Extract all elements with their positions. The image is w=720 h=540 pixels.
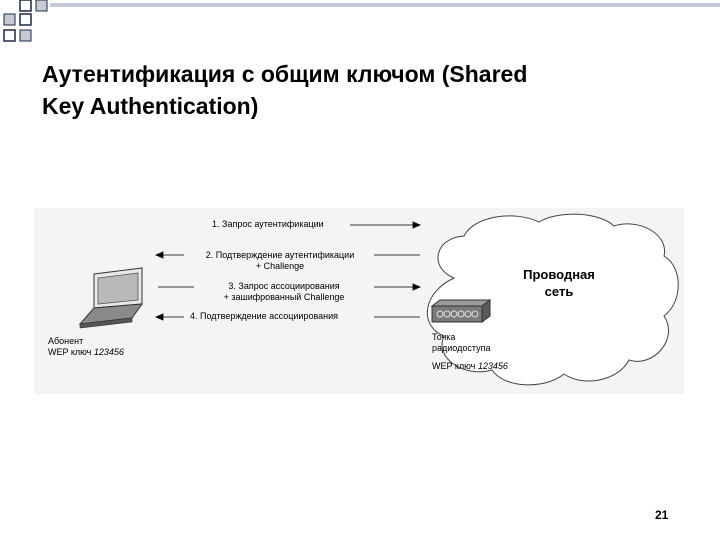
client-key-prefix: WEP ключ [48, 347, 94, 357]
network-label-line2: сеть [544, 284, 574, 299]
access-point-name-line1: Точка [432, 332, 456, 342]
message-1-label [212, 219, 324, 230]
client-name: Абонент [48, 336, 84, 346]
message-1-line1: 1. Запрос аутентификации [212, 219, 324, 229]
message-3-line2: + зашифрованный Challenge [223, 292, 345, 302]
client-label [48, 336, 124, 358]
access-point-key-value: 123456 [477, 361, 508, 371]
client-key [48, 347, 124, 358]
client-key-value: 123456 [93, 347, 124, 357]
access-point-name-line2: радиодоступа [432, 343, 491, 353]
top-rule [0, 0, 720, 30]
shared-key-diagram [34, 208, 684, 394]
message-4-line1: 4. Подтверждение ассоциирования [190, 311, 339, 321]
slide-title-line1: Аутентификация с общим ключом (Shared [42, 61, 528, 87]
message-2-label [186, 250, 374, 272]
network-label-line1: Проводная [523, 267, 595, 282]
message-2-line2: + Challenge [255, 261, 305, 271]
page-number: 21 [655, 508, 669, 522]
slide-title-line2: Key Authentication) [42, 93, 259, 119]
message-3-label [194, 281, 374, 303]
message-3-line1: 3. Запрос ассоциирования [228, 281, 340, 291]
network-label [504, 266, 614, 300]
access-point-label [432, 332, 490, 354]
access-point-icon [432, 300, 490, 322]
slide-title [42, 58, 682, 122]
access-point-key [432, 361, 508, 372]
message-4-label [190, 311, 338, 322]
access-point-key-prefix: WEP ключ [432, 361, 478, 371]
message-2-line1: 2. Подтверждение аутентификации [205, 250, 355, 260]
laptop-icon [80, 268, 142, 328]
arrow-1 [350, 222, 420, 228]
